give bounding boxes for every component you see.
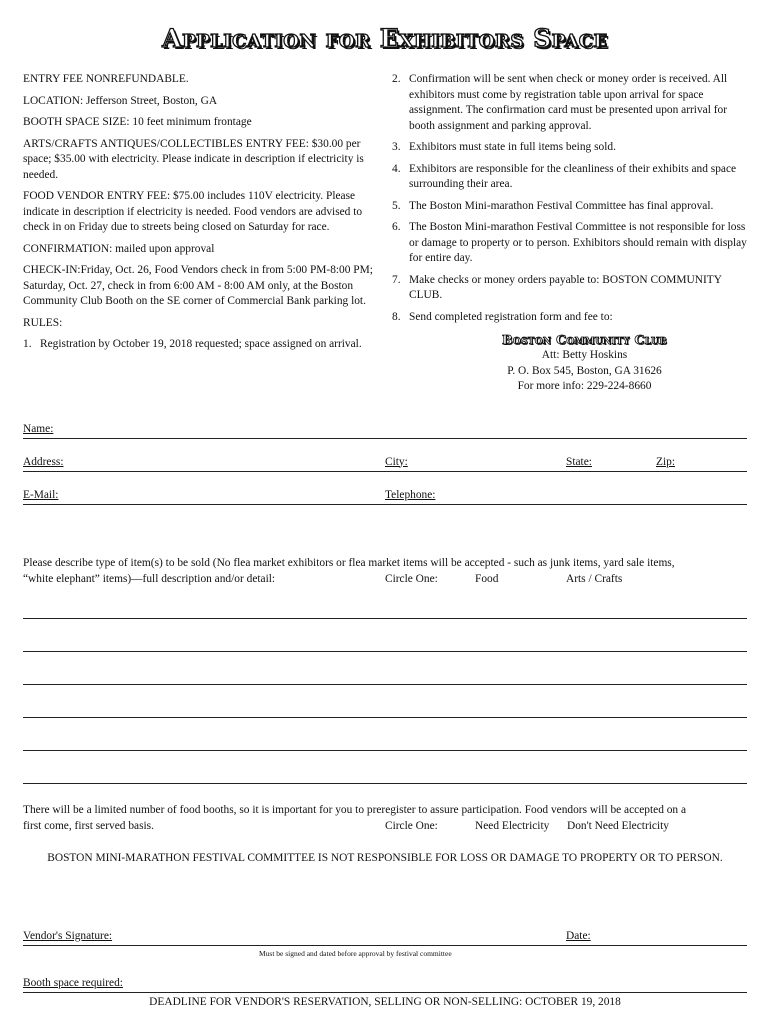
liability-disclaimer: BOSTON MINI-MARATHON FESTIVAL COMMITTEE IS NOT RESPONSIBLE FOR LOSS OR DAMAGE TO PROPERTY OR TO PERSON. bbox=[47, 852, 723, 864]
zip-label: Zip: bbox=[656, 455, 675, 468]
confirmation-text: CONFIRMATION: mailed upon approval bbox=[23, 242, 215, 255]
rule-number: 2. bbox=[392, 73, 401, 85]
option-need-electricity[interactable]: Need Electricity bbox=[475, 820, 550, 832]
rule-item bbox=[23, 337, 379, 353]
option-food[interactable]: Food bbox=[475, 573, 499, 585]
rule-number: 5. bbox=[392, 199, 401, 212]
rule-item bbox=[392, 72, 747, 134]
rule-number: 8. bbox=[392, 310, 401, 323]
booth-space-label: Booth space required: bbox=[23, 976, 123, 989]
food-notice-text-cont: first come, first served basis. bbox=[23, 820, 154, 832]
po-box-line: P. O. Box 545, Boston, GA 31626 bbox=[507, 364, 662, 377]
city-label: City: bbox=[385, 455, 408, 468]
rule-text: Make checks or money orders payable to: BOSTON COMMUNITY CLUB. bbox=[409, 273, 722, 301]
left-column bbox=[23, 72, 379, 359]
booth-size-text: BOOTH SPACE SIZE: 10 feet minimum frontage bbox=[23, 116, 252, 128]
signature-field[interactable] bbox=[23, 929, 747, 946]
state-label: State: bbox=[566, 455, 592, 468]
option-no-electricity[interactable]: Don't Need Electricity bbox=[567, 820, 669, 832]
mailing-address bbox=[392, 331, 747, 395]
telephone-label: Telephone: bbox=[385, 488, 436, 501]
rule-item bbox=[392, 162, 747, 193]
rule-number: 7. bbox=[392, 273, 401, 286]
checkin-text: CHECK-IN:Friday, Oct. 26, Food Vendors check in from 5:00 PM-8:00 PM; Saturday, Oct. 27, check in from 6:00 AM - 8:00 AM only, at the Boston Community Club Booth on the SE corner of Commercial Bank parking lot. bbox=[23, 264, 373, 307]
rule-item bbox=[392, 273, 747, 304]
rule-text: Registration by October 19, 2018 requested; space assigned on arrival. bbox=[40, 338, 362, 350]
rule-text: Confirmation will be sent when check or money order is received. All exhibitors must come by registration table upon arrival for space assignment. The confirmation card must be presented upon arrival for booth assignment and parking approval. bbox=[409, 73, 728, 132]
rule-item bbox=[392, 220, 747, 267]
description-line[interactable] bbox=[23, 684, 747, 685]
attention-line: Att: Betty Hoskins bbox=[541, 349, 628, 361]
rule-number: 3. bbox=[392, 141, 401, 153]
date-label: Date: bbox=[566, 929, 591, 942]
rule-item bbox=[392, 140, 747, 156]
rule-text: Exhibitors must state in full items being sold. bbox=[409, 141, 616, 153]
description-line[interactable] bbox=[23, 651, 747, 652]
rule-item bbox=[392, 199, 747, 215]
circle-one-label: Circle One: bbox=[385, 820, 438, 832]
circle-one-label: Circle One: bbox=[385, 573, 438, 585]
rules-list-left bbox=[23, 337, 379, 353]
rule-number: 4. bbox=[392, 162, 401, 175]
description-line[interactable] bbox=[23, 618, 747, 619]
description-line[interactable] bbox=[23, 783, 747, 784]
email-label: E-Mail: bbox=[23, 488, 59, 501]
rule-number: 6. bbox=[392, 221, 401, 233]
description-instructions-cont: “white elephant” items)—full description and/or detail: bbox=[23, 573, 276, 585]
name-field[interactable] bbox=[23, 422, 747, 439]
rule-text: The Boston Mini-marathon Festival Committee has final approval. bbox=[409, 199, 714, 212]
right-column bbox=[392, 72, 747, 395]
rule-number: 1. bbox=[23, 338, 32, 350]
booth-space-field[interactable] bbox=[23, 976, 747, 993]
description-instructions: Please describe type of item(s) to be sold (No flea market exhibitors or flea market items will be accepted - such as junk items, yard sale items, bbox=[23, 557, 675, 569]
signature-note: Must be signed and dated before approval by festival committee bbox=[259, 949, 452, 958]
entry-fee-text: ENTRY FEE NONREFUNDABLE. bbox=[23, 73, 189, 85]
food-fee-text: FOOD VENDOR ENTRY FEE: $75.00 includes 110V electricity. Please indicate in description if electricity is needed. Food vendors are advised to check in on Friday due to streets being closed on Saturday for race. bbox=[23, 190, 363, 233]
description-line[interactable] bbox=[23, 750, 747, 751]
location-text: LOCATION: Jefferson Street, Boston, GA bbox=[23, 94, 218, 107]
rule-text: The Boston Mini-marathon Festival Committee is not responsible for loss or damage to property or to person. Exhibitors should remain with display for entire day. bbox=[409, 221, 747, 264]
description-line[interactable] bbox=[23, 717, 747, 718]
name-label: Name: bbox=[23, 422, 54, 435]
page-title: Application for Exhibitors Space bbox=[162, 24, 608, 53]
rule-item bbox=[392, 310, 747, 326]
email-field[interactable] bbox=[23, 488, 747, 505]
club-name: Boston Community Club bbox=[501, 332, 668, 347]
deadline-text: DEADLINE FOR VENDOR'S RESERVATION, SELLING OR NON-SELLING: OCTOBER 19, 2018 bbox=[149, 996, 621, 1008]
address-label: Address: bbox=[23, 455, 64, 468]
food-notice-text: There will be a limited number of food booths, so it is important for you to preregister to assure participation. Food vendors will be accepted on a bbox=[23, 804, 687, 816]
address-field[interactable] bbox=[23, 455, 747, 472]
rules-heading: RULES: bbox=[23, 316, 63, 329]
info-phone-line: For more info: 229-224-8660 bbox=[517, 380, 652, 392]
arts-fee-text: ARTS/CRAFTS ANTIQUES/COLLECTIBLES ENTRY FEE: $30.00 per space; $35.00 with electricity. Please indicate in description if electricity is needed. bbox=[23, 137, 364, 181]
rule-text: Exhibitors are responsible for the cleanliness of their exhibits and space surrounding their area. bbox=[409, 162, 737, 190]
option-arts-crafts[interactable]: Arts / Crafts bbox=[566, 573, 623, 585]
rule-text: Send completed registration form and fee to: bbox=[409, 310, 613, 323]
signature-label: Vendor's Signature: bbox=[23, 929, 113, 942]
rules-list-right bbox=[392, 72, 747, 325]
